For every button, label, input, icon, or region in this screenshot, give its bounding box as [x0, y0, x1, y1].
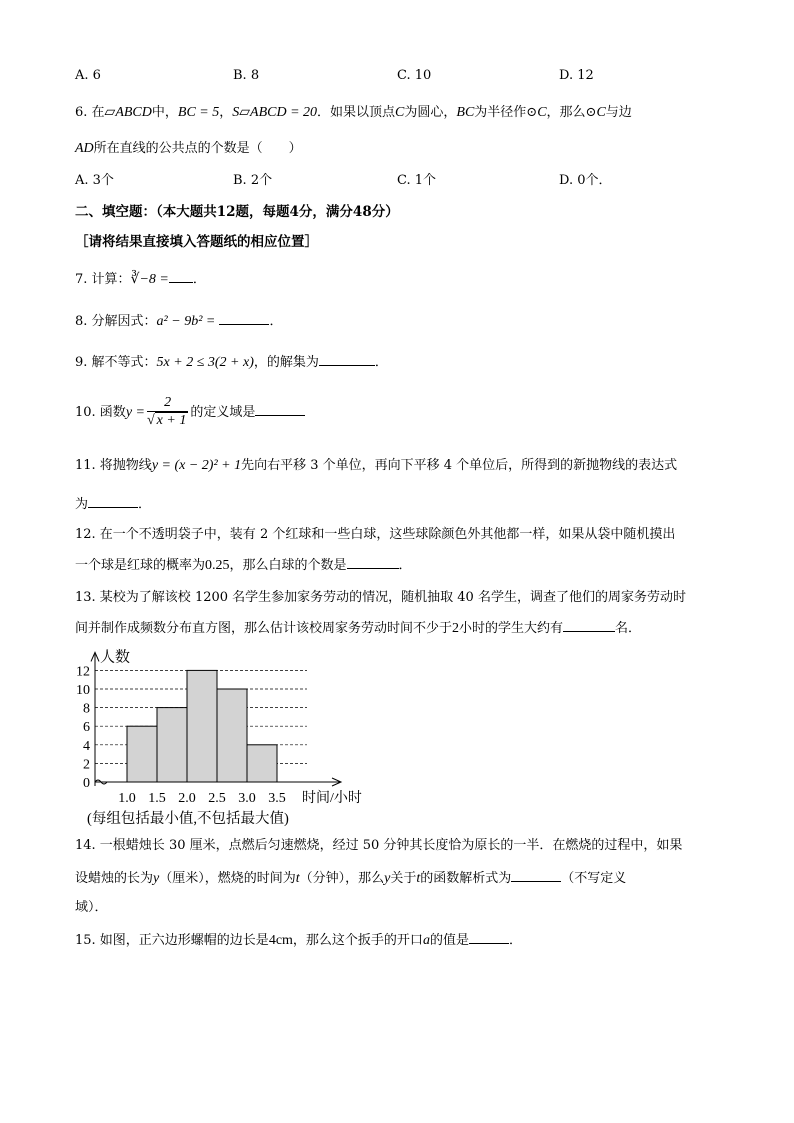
- q6-line2: AD所在直线的公共点的个数是（ ）: [75, 141, 302, 156]
- x-tick-label: 2.0: [178, 791, 196, 806]
- q6-line1: 6. 在▱ABCD中，BC = 5，S▱ABCD = 20．如果以顶点C为圆心，BC为半径作⊙C，那么⊙C与边: [75, 105, 632, 120]
- y-tick-label: 12: [76, 664, 90, 680]
- q13-blank[interactable]: [563, 619, 615, 632]
- chart-caption: (每组包括最小值,不包括最大值): [87, 811, 289, 827]
- q14-blank[interactable]: [511, 869, 561, 882]
- histogram-bar: [157, 708, 187, 782]
- q6-option-b: B. 2个: [233, 173, 273, 188]
- q15-blank[interactable]: [469, 931, 509, 944]
- q14-line2: 设蜡烛的长为y（厘米），燃烧的时间为t（分钟），那么y关于t的函数解析式为 （不写定义: [75, 871, 627, 886]
- x-tick-label: 1.0: [118, 791, 136, 806]
- y-tick-label: 2: [83, 757, 90, 773]
- q9: 9. 解不等式：5x + 2 ≤ 3(2 + x)，的解集为 ．: [75, 355, 388, 370]
- q8-blank[interactable]: [219, 312, 269, 325]
- x-tick-label: 2.5: [208, 791, 226, 806]
- q11-line2: 为 ．: [75, 497, 152, 512]
- q5-option-c: C. 10: [397, 68, 432, 83]
- q12-blank[interactable]: [347, 556, 399, 569]
- q11-line1: 11. 将抛物线y = (x − 2)² + 1先向右平移 3 个单位，再向下平移 4 个单位后，所得到的新抛物线的表达式: [75, 458, 678, 473]
- q14-line3: 域）．: [75, 900, 108, 915]
- section-heading: 二、填空题：（本大题共12题，每题4分，满分48分）: [75, 204, 399, 220]
- histogram-chart: [75, 645, 385, 830]
- section-instruction: ［请将结果直接填入答题纸的相应位置］: [75, 234, 318, 250]
- x-tick-label: 1.5: [148, 791, 166, 806]
- q6-option-c: C. 1个: [397, 173, 437, 188]
- histogram-bar: [187, 670, 217, 782]
- q10: 10. 函数y = $\frac{2}{√ x + 1}$ 的定义域是: [75, 393, 305, 433]
- q13-line2: 间并制作成频数分布直方图，那么估计该校周家务劳动时间不少于2小时的学生大约有 名．: [75, 621, 642, 636]
- y-tick-label: 8: [83, 701, 90, 717]
- q5-option-b: B. 8: [233, 68, 260, 83]
- q5-option-d: D. 12: [559, 68, 594, 83]
- q8: 8. 分解因式：a² − 9b² = ．: [75, 314, 283, 329]
- y-tick-label: 10: [76, 683, 90, 698]
- x-axis-label: 时间/小时: [302, 791, 362, 806]
- q6-option-a: A. 3个: [75, 173, 114, 188]
- q15: 15. 如图，正六边形螺帽的边长是4cm，那么这个扳手的开口a的值是 ．: [75, 933, 522, 948]
- q12-line1: 12. 在一个不透明袋子中，装有 2 个红球和一些白球，这些球除颜色外其他都一样，如果从袋中随机摸出: [75, 527, 676, 542]
- x-tick-label: 3.0: [238, 791, 256, 806]
- q13-line1: 13. 某校为了解该校 1200 名学生参加家务劳动的情况，随机抽取 40 名学生，调查了他们的周家务劳动时: [75, 590, 686, 605]
- y-tick-label: 4: [83, 738, 90, 754]
- histogram-bar: [127, 726, 157, 782]
- y-tick-label: 0: [83, 776, 90, 791]
- x-tick-label: 3.5: [268, 791, 286, 806]
- q9-blank[interactable]: [319, 353, 375, 366]
- q14-line1: 14. 一根蜡烛长 30 厘米，点燃后匀速燃烧，经过 50 分钟其长度恰为原长的一半．在燃烧的过程中，如果: [75, 838, 683, 853]
- q7: 7. 计算：∛−8 = ．: [75, 272, 206, 287]
- y-axis-label: 人数: [100, 649, 131, 666]
- y-tick-label: 6: [83, 720, 90, 736]
- q10-blank[interactable]: [255, 403, 305, 416]
- histogram-bar: [217, 689, 247, 782]
- q12-line2: 一个球是红球的概率为0.25，那么白球的个数是 ．: [75, 558, 412, 573]
- q10-fraction: $\frac{2}{√ x + 1}$: [146, 395, 187, 428]
- histogram-bar: [247, 745, 277, 782]
- q11-blank[interactable]: [88, 495, 138, 508]
- q5-option-a: A. 6: [75, 68, 101, 83]
- q6-option-d: D. 0个．: [559, 173, 612, 188]
- q7-blank[interactable]: [169, 270, 193, 283]
